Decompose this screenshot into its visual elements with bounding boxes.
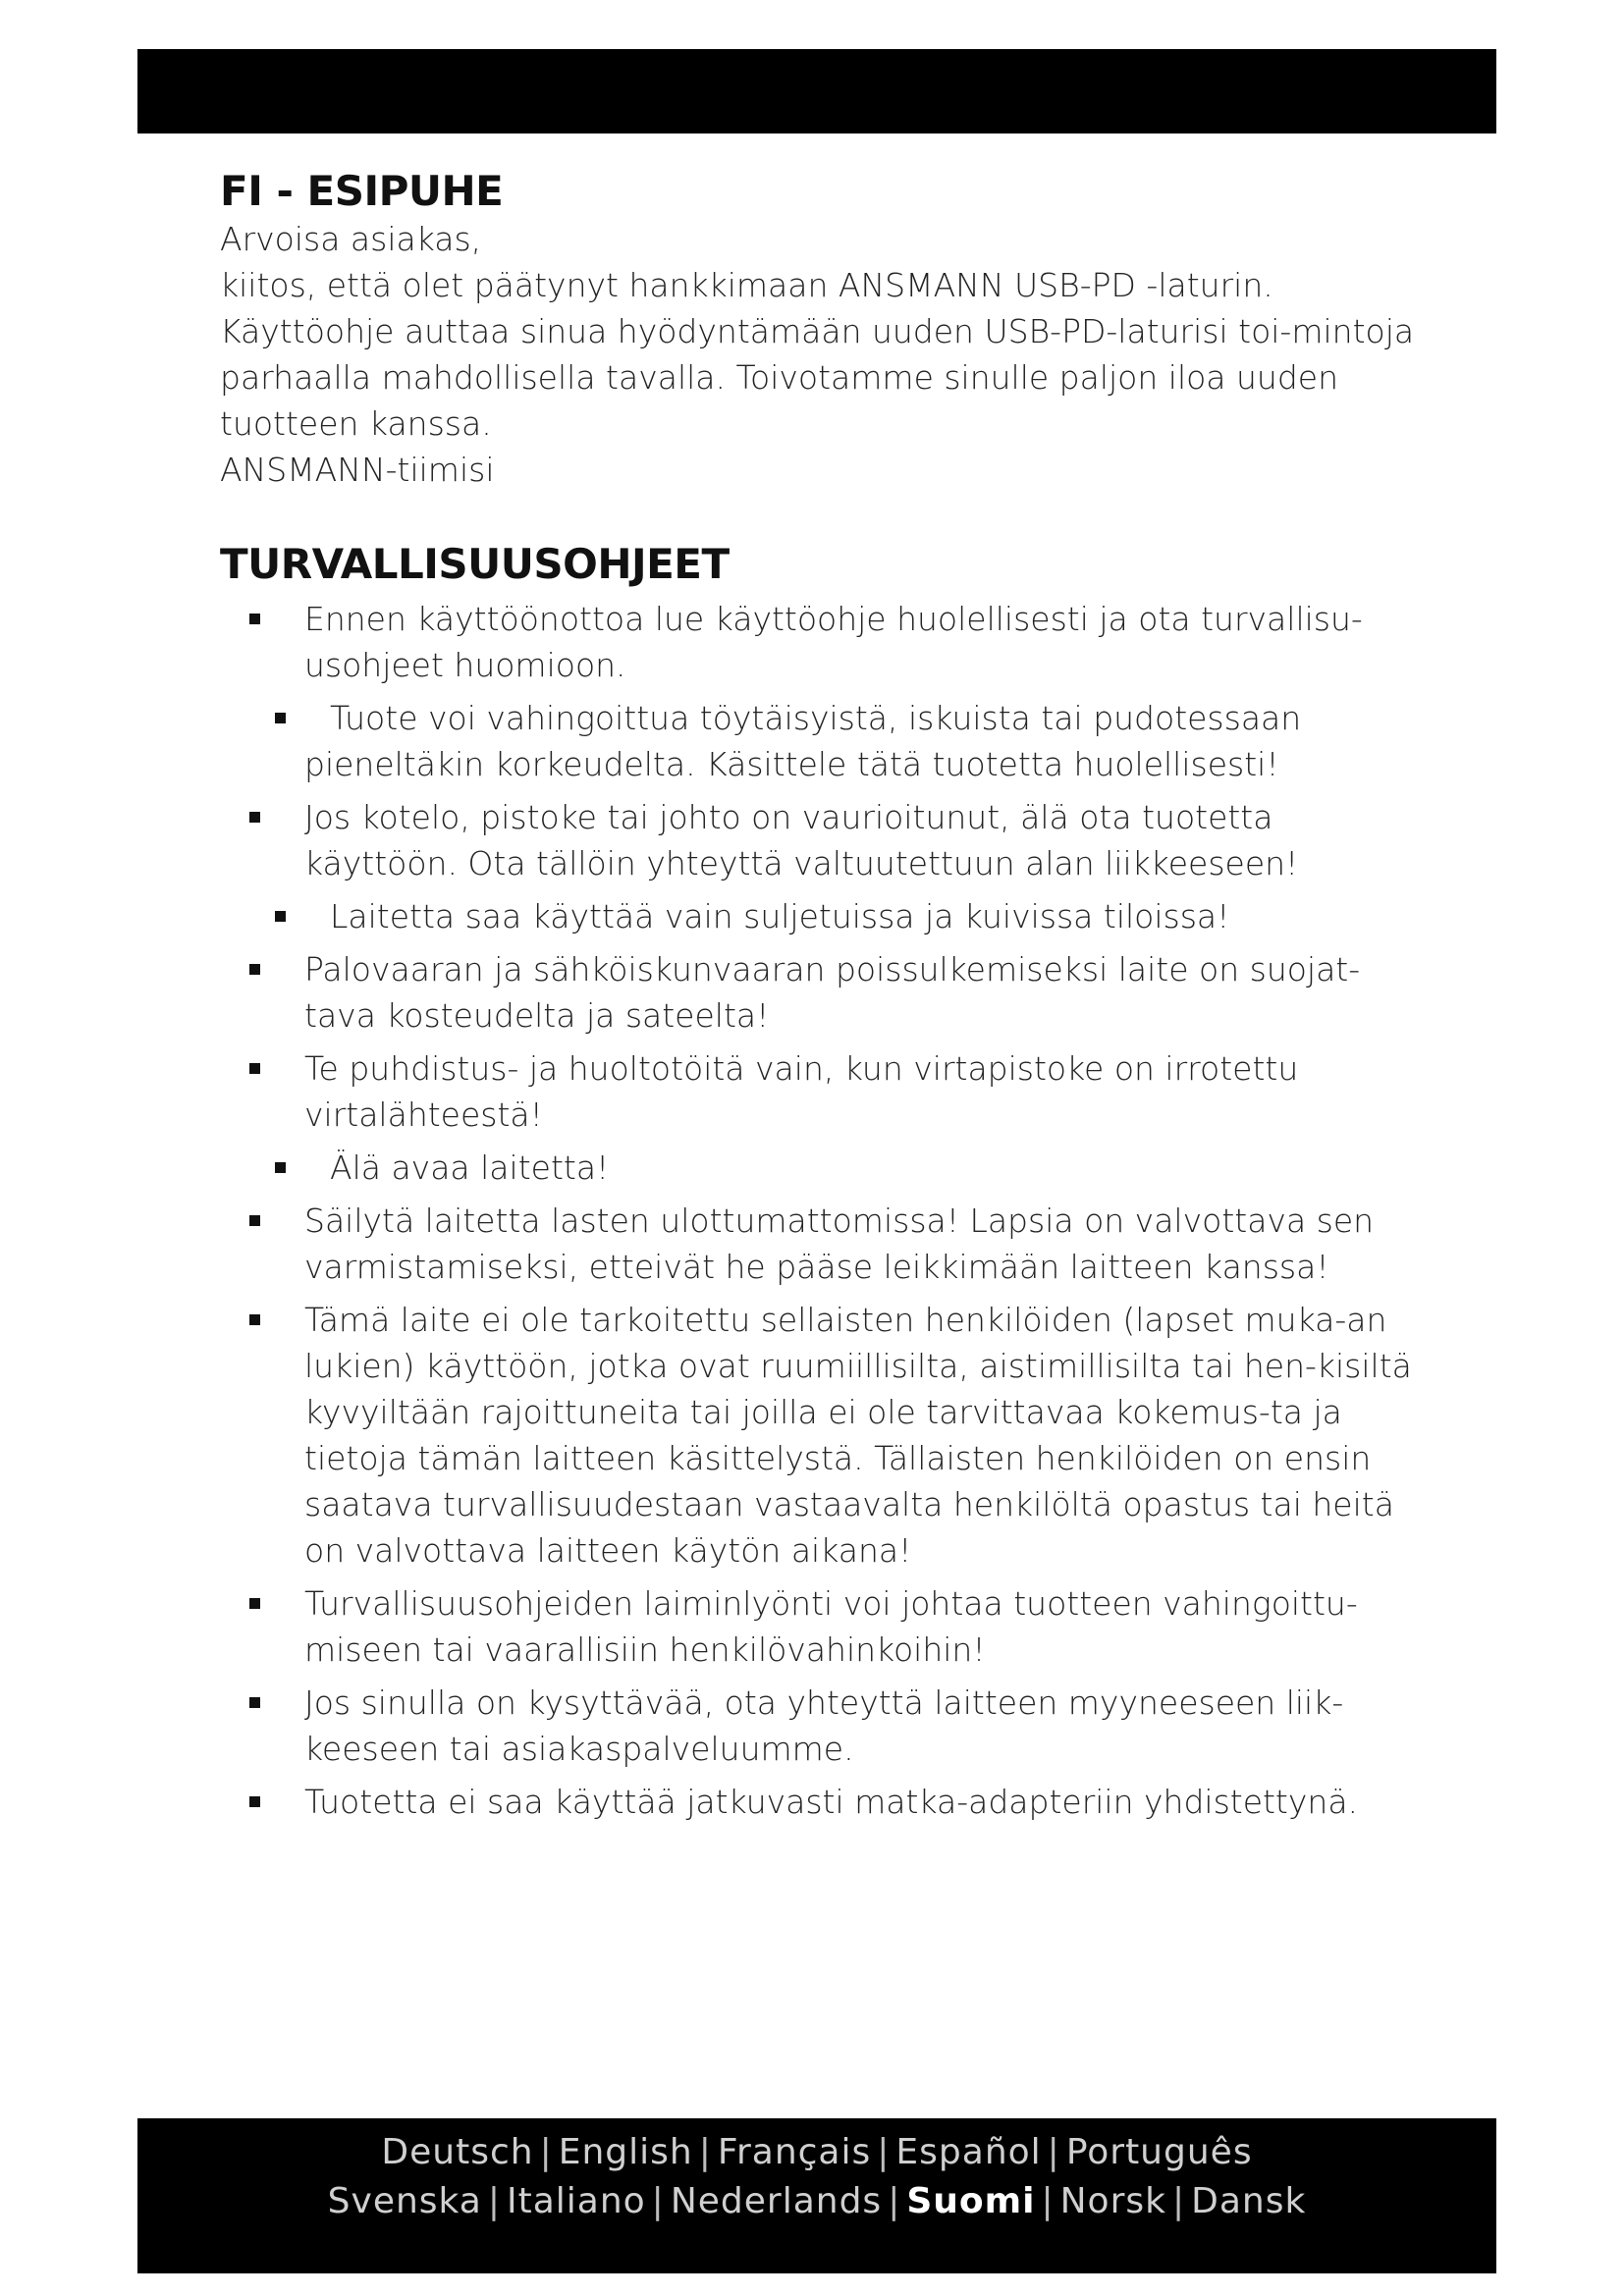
separator: | <box>487 2181 501 2221</box>
bullet-icon <box>249 1314 260 1325</box>
list-item <box>220 1045 1428 1138</box>
lang-link-dansk[interactable]: Dansk <box>1191 2181 1307 2221</box>
separator: | <box>888 2181 901 2221</box>
list-item <box>220 695 1428 787</box>
separator: | <box>1041 2181 1055 2221</box>
bullet-icon <box>249 1063 260 1074</box>
preface-title <box>220 167 1428 216</box>
lang-link-francais[interactable]: Français <box>717 2132 872 2172</box>
list-item-text: Tuote voi vahingoittua töytäisyistä, iskuista tai pudotessaan pieneltäkin korkeudelta. Käsittele tätä tuotetta huolellisesti! <box>304 699 1302 783</box>
separator: | <box>698 2132 712 2172</box>
language-row-1 <box>137 2128 1496 2177</box>
lang-link-english[interactable]: English <box>558 2132 693 2172</box>
document-content <box>220 167 1428 1825</box>
lang-link-svenska[interactable]: Svenska <box>327 2181 482 2221</box>
list-item <box>220 1198 1428 1290</box>
separator: | <box>1171 2181 1186 2221</box>
list-item <box>220 596 1428 688</box>
list-item <box>220 946 1428 1039</box>
separator: | <box>1047 2132 1060 2172</box>
bullet-icon <box>249 964 260 975</box>
bullet-icon <box>249 1215 260 1226</box>
list-item <box>220 1580 1428 1673</box>
bullet-icon <box>275 1162 286 1173</box>
list-item-text: Tämä laite ei ole tarkoitettu sellaisten henkilöiden (lapset muka-an lukien) käyttöön, jotka ovat ruumiillisilta, aistimillisilta tai hen-kisiltä kyvyiltään rajoittuneita tai joilla ei ole tarvittavaa kokemus-ta ja tietoja tämän laitteen käsittelystä. Tällaisten henkilöiden on ensin saatava turvallisuudestaan vastaavalta henkilöltä opastus tai heitä on valvottava laitteen käytön aikana! <box>304 1301 1412 1570</box>
preface-section <box>220 167 1428 493</box>
lang-link-portugues[interactable]: Português <box>1065 2132 1253 2172</box>
list-item-text: Ennen käyttöönottoa lue käyttöohje huolellisesti ja ota turvallisu-usohjeet huomioon. <box>304 600 1363 684</box>
lang-link-norsk[interactable]: Norsk <box>1059 2181 1166 2221</box>
list-item <box>220 1297 1428 1574</box>
list-item <box>220 794 1428 886</box>
lang-link-nederlands[interactable]: Nederlands <box>670 2181 883 2221</box>
preface-greeting: Arvoisa asiakas, <box>220 220 482 258</box>
lang-link-espanol[interactable]: Español <box>895 2132 1042 2172</box>
lang-link-suomi[interactable]: Suomi <box>906 2181 1036 2221</box>
list-item-text: Jos kotelo, pistoke tai johto on vaurioitunut, älä ota tuotetta käyttöön. Ota tällöin yhteyttä valtuutettuun alan liikkeeseen! <box>304 798 1299 882</box>
list-item <box>220 1779 1428 1825</box>
bullet-icon <box>249 1598 260 1609</box>
list-item-text: Te puhdistus- ja huoltotöitä vain, kun virtapistoke on irrotettu virtalähteestä! <box>304 1049 1299 1134</box>
bullet-icon <box>249 614 260 624</box>
bullet-icon <box>249 812 260 823</box>
preface-paragraph: kiitos, että olet päätynyt hankkimaan ANSMANN USB-PD -laturin. Käyttöohje auttaa sinua hyödyntämään uuden USB-PD-laturisi toi-mintoja parhaalla mahdollisella tavalla. Toivotamme sinulle paljon iloa uuden tuotteen kanssa. <box>220 266 1415 443</box>
list-item-text: Tuotetta ei saa käyttää jatkuvasti matka-adapteriin yhdistettynä. <box>304 1783 1359 1821</box>
preface-signature: ANSMANN-tiimisi <box>220 451 495 489</box>
language-footer <box>137 2118 1496 2273</box>
separator: | <box>539 2132 553 2172</box>
separator: | <box>877 2132 891 2172</box>
list-item <box>220 1145 1428 1191</box>
list-item-text: Säilytä laitetta lasten ulottumattomissa! Lapsia on valvottava sen varmistamiseksi, etteivät he pääse leikkimään laitteen kanssa! <box>304 1201 1375 1286</box>
safety-list <box>220 596 1428 1825</box>
lang-link-italiano[interactable]: Italiano <box>506 2181 646 2221</box>
lang-link-deutsch[interactable]: Deutsch <box>381 2132 534 2172</box>
separator: | <box>651 2181 665 2221</box>
list-item-text: Laitetta saa käyttää vain suljetuissa ja kuivissa tiloissa! <box>330 897 1230 935</box>
bullet-icon <box>275 911 286 922</box>
list-item <box>220 893 1428 939</box>
list-item-text: Palovaaran ja sähköiskunvaaran poissulkemiseksi laite on suojat-tava kosteudelta ja sateelta! <box>304 950 1361 1035</box>
safety-title: TURVALLISUUSOHJEET <box>220 540 730 588</box>
list-item-text: Jos sinulla on kysyttävää, ota yhteyttä laitteen myyneeseen liik-keeseen tai asiakaspalveluumme. <box>304 1683 1344 1768</box>
language-row-2 <box>137 2177 1496 2226</box>
list-item-text: Älä avaa laitetta! <box>330 1148 610 1187</box>
header-bar <box>137 49 1496 133</box>
preface-title-text: - ESIPUHE <box>262 167 504 215</box>
list-item-text: Turvallisuusohjeiden laiminlyönti voi johtaa tuotteen vahingoittu-miseen tai vaarallisiin henkilövahinkoihin! <box>304 1584 1358 1669</box>
list-item <box>220 1680 1428 1772</box>
bullet-icon <box>249 1796 260 1807</box>
bullet-icon <box>249 1697 260 1708</box>
language-code: FI <box>220 167 263 215</box>
bullet-icon <box>275 713 286 723</box>
